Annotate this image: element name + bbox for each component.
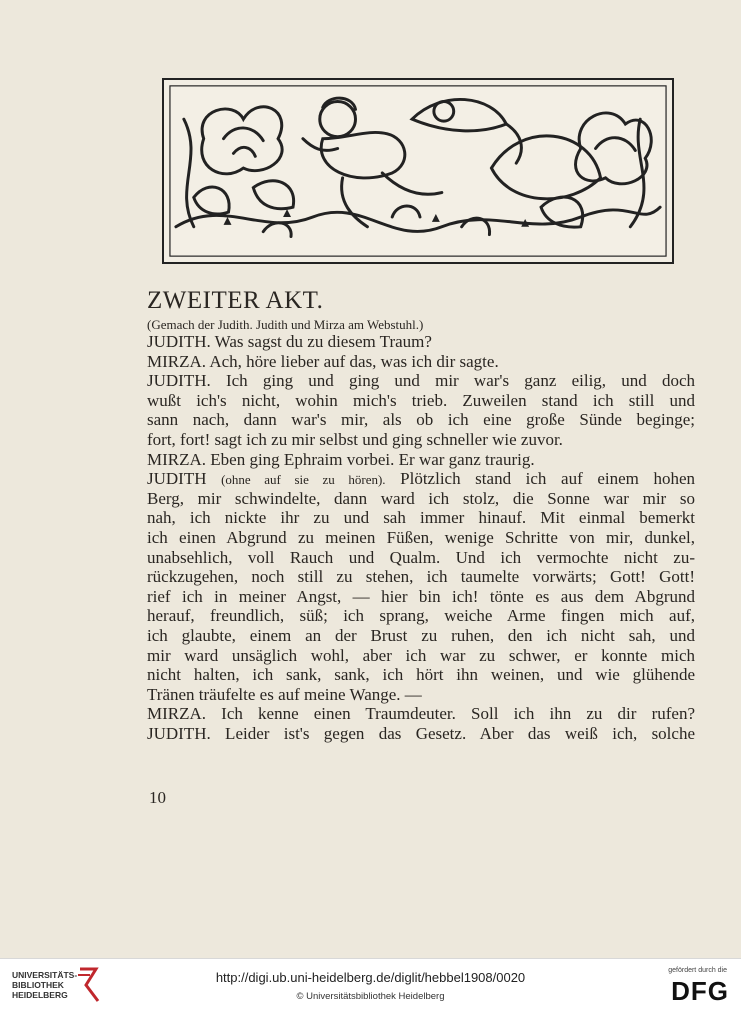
act-heading: ZWEITER AKT. — [147, 287, 324, 314]
funding-note: gefördert durch die — [668, 967, 727, 974]
text-line: unabsehlich, voll Rauch und Qualm. Und ich vermochte nicht zu- — [147, 547, 695, 567]
stage-direction: (Gemach der Judith. Judith und Mirza am Webstuhl.) — [147, 317, 424, 332]
text-line: JUDITH. Ich ging und ging und mir war's ganz eilig, und doch — [147, 371, 695, 391]
text-line: Tränen träufelte es auf meine Wange. — — [147, 684, 422, 704]
page-number: 10 — [149, 788, 166, 807]
text-line: mir ward unsäglich wohl, aber ich war zu schwer, er konnte mich — [147, 645, 695, 665]
text-line: nah, ich nickte ihr zu und sah immer hinauf. Mit einmal bemerkt — [147, 508, 695, 528]
text-line: nicht halten, ich sank, sank, ich hört ihn weinen, und wie glühende — [147, 665, 695, 685]
text-line: JUDITH. Was sagst du zu diesem Traum? — [147, 332, 432, 351]
text-line-judith-aside — [147, 469, 695, 489]
text-line: MIRZA. Ich kenne einen Traumdeuter. Soll ich ihn zu dir rufen? — [147, 704, 695, 724]
viewer-footer — [0, 958, 741, 1012]
text-line: wußt ich's nicht, wohin mich's trieb. Zuweilen stand ich still und — [147, 390, 695, 410]
floral-cherub-illustration — [164, 80, 672, 262]
speaker-name: JUDITH — [147, 469, 207, 489]
dfg-logo[interactable]: DFG — [671, 976, 729, 1006]
text-line: rief ich in meiner Angst, — hier bin ich! tönte es aus dem Abgrund — [147, 586, 695, 606]
text-line: MIRZA. Ach, höre lieber auf das, was ich dir sagte. — [147, 351, 499, 371]
text-line: sann nach, dann war's mir, als ob ich eine große Sünde beginge; — [147, 410, 695, 430]
text-line: herauf, freundlich, süß; ich sprang, weiche Arme fingen mich auf, — [147, 606, 695, 626]
logo-line: UNIVERSITÄTS- — [12, 970, 78, 980]
decorative-vignette — [162, 78, 674, 264]
logo-line: HEIDELBERG — [12, 990, 68, 1000]
stage-aside: (ohne auf sie zu hören). — [221, 472, 386, 488]
text-line: fort, fort! sagt ich zu mir selbst und ging schneller wie zuvor. — [147, 429, 563, 449]
text-line: Berg, mir schwindelte, dann ward ich stolz, die Sonne war mir so — [147, 488, 695, 508]
text-line: ich glaubte, einem an der Brust zu ruhen, den ich nicht sah, und — [147, 625, 695, 645]
text-line: JUDITH. Leider ist's gegen das Gesetz. Aber das weiß ich, solche — [147, 723, 695, 743]
copyright-notice: © Universitätsbibliothek Heidelberg — [296, 991, 445, 1002]
text-line: MIRZA. Eben ging Ephraim vorbei. Er war ganz traurig. — [147, 449, 535, 469]
permalink-url[interactable]: http://digi.ub.uni-heidelberg.de/diglit/hebbel1908/0020 — [215, 970, 526, 985]
text-line: ich einen Abgrund zu meinen Füßen, wenige Schritte von mir, dunkel, — [147, 527, 695, 547]
dialogue-text — [147, 332, 695, 743]
logo-line: BIBLIOTHEK — [12, 980, 64, 990]
text-line: rückzugehen, noch still zu stehen, ich taumelte vorwärts; Gott! Gott! — [147, 567, 695, 587]
line-rest: Plötzlich stand ich auf einem hohen — [385, 469, 695, 489]
